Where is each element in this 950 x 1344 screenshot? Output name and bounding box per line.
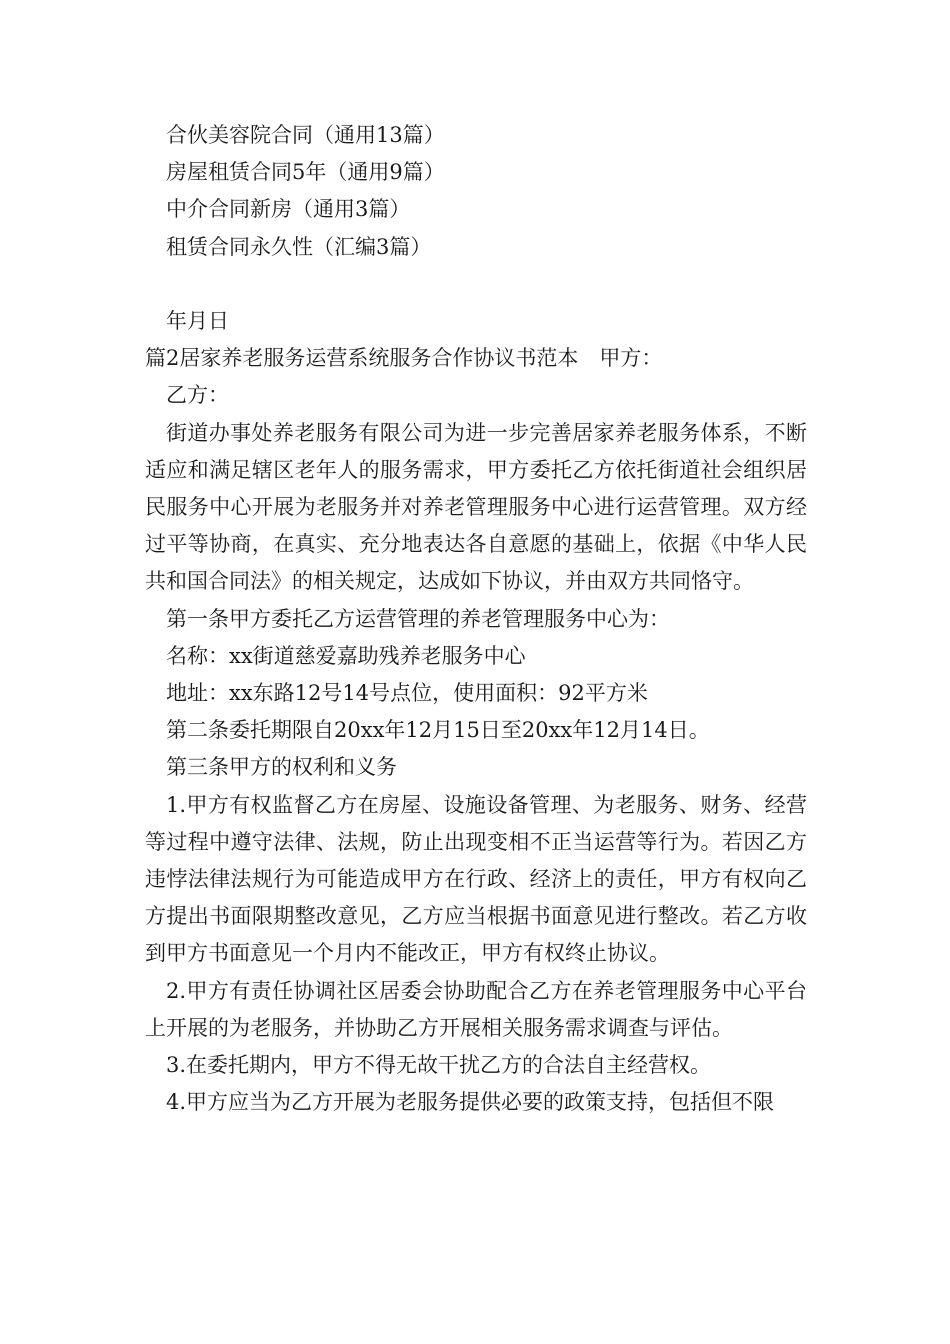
related-title-4: 租赁合同永久性（汇编3篇） xyxy=(166,234,432,259)
center-name-line: 名称：xx街道慈爱嘉助残养老服务中心 xyxy=(166,643,526,668)
clause-3: 3.在委托期内，甲方不得无故干扰乙方的合法自主经营权。 xyxy=(166,1053,712,1078)
clause-1: 1.甲方有权监督乙方在房屋、设施设备管理、为老服务、财务、经营等过程中遵守法律、法规，防止出现变相不正当运营等行为。若因乙方违悖法律法规行为可能造成甲方在行政、经济上的责任，甲方有权向乙方提出书面限期整改意见，乙方应当根据书面意见进行整改。若乙方收到甲方书面意见一个月内不能改正，甲方有权终止协议。 xyxy=(145,792,807,966)
center-address-line: 地址：xx东路12号14号点位，使用面积：92平方米 xyxy=(166,681,648,706)
related-title-1: 合伙美容院合同（通用13篇） xyxy=(166,123,445,147)
clause-2: 2.甲方有责任协调社区居委会协助配合乙方在养老管理服务中心平台上开展的为老服务，并协助乙方开展相关服务需求调查与评估。 xyxy=(145,978,807,1040)
article-1: 第一条甲方委托乙方运营管理的养老管理服务中心为： xyxy=(166,606,670,631)
document-body xyxy=(145,117,807,1121)
clause-4: 4.甲方应当为乙方开展为老服务提供必要的政策支持，包括但不限 xyxy=(166,1090,775,1115)
related-title-3: 中介合同新房（通用3篇） xyxy=(166,197,411,222)
article-2: 第二条委托期限自20xx年12月15日至20xx年12月14日。 xyxy=(166,718,710,743)
intro-paragraph: 街道办事处养老服务有限公司为进一步完善居家养老服务体系，不断适应和满足辖区老年人的服务需求，甲方委托乙方依托街道社会组织居民服务中心开展为老服务并对养老管理服务中心进行运营管理。双方经过平等协商，在真实、充分地表达各自意愿的基础上，依据《中华人民共和国合同法》的相关规定，达成如下协议，并由双方共同恪守。 xyxy=(145,420,807,594)
party-b-line: 乙方： xyxy=(166,383,229,408)
date-line: 年月日 xyxy=(166,309,229,333)
related-title-2: 房屋租赁合同5年（通用9篇） xyxy=(166,160,445,185)
blank-spacer xyxy=(145,266,807,303)
article-3: 第三条甲方的权利和义务 xyxy=(166,755,397,780)
article-heading: 篇2居家养老服务运营系统服务合作协议书范本 甲方： xyxy=(145,346,663,371)
